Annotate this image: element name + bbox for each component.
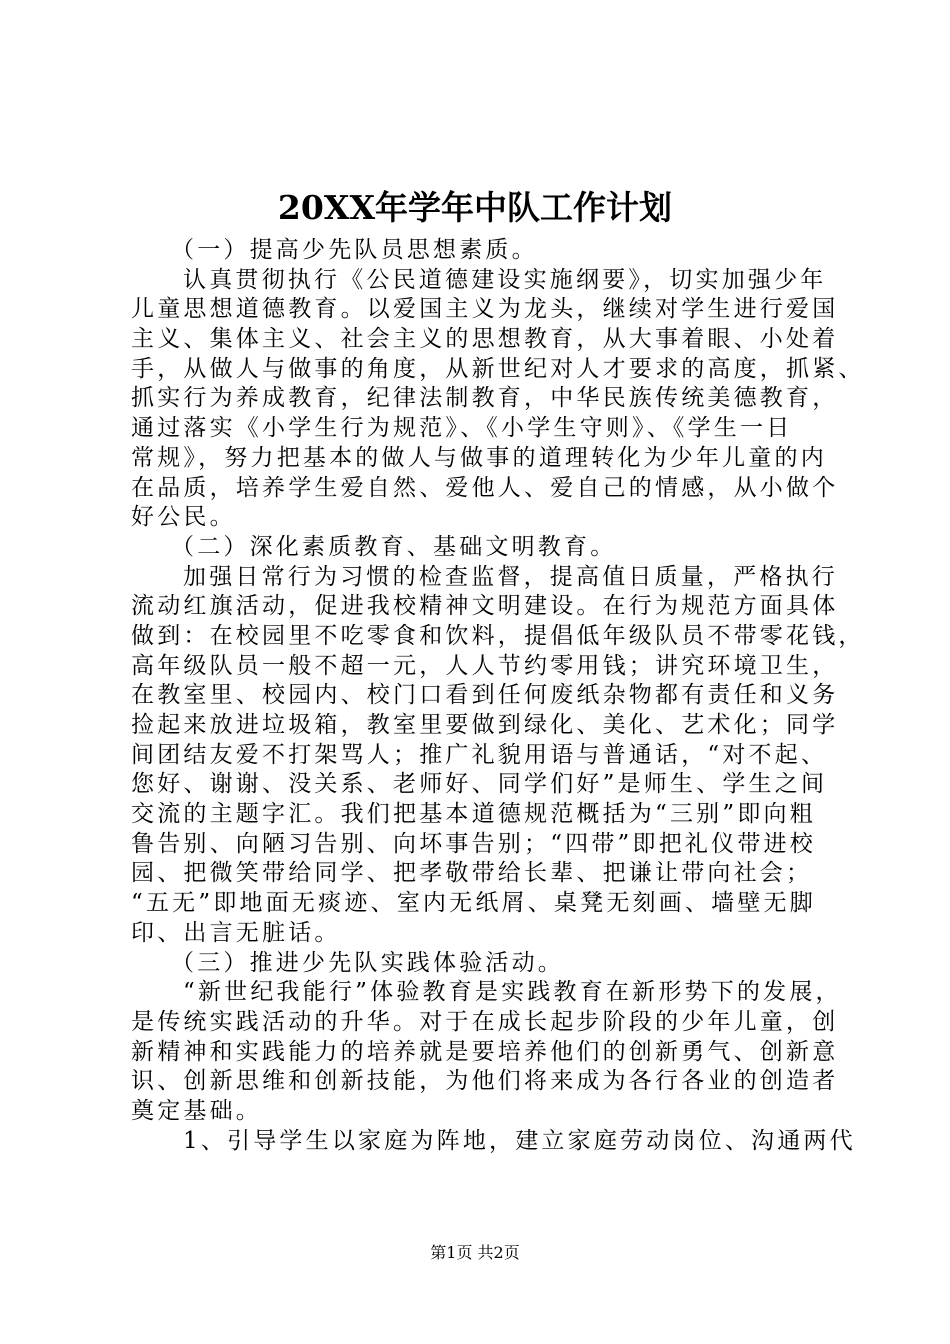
paragraph-line: 奠定基础。 xyxy=(131,1097,262,1124)
paragraph-line: 好公民。 xyxy=(131,504,236,531)
paragraph-line: 手，从做人与做事的角度，从新世纪对人才要求的高度，抓紧、 xyxy=(131,355,865,382)
paragraph-line: 在品质，培养学生爱自然、爱他人、爱自己的情感，从小做个 xyxy=(131,474,839,501)
paragraph-line: 通过落实《小学生行为规范》、《小学生守则》、《学生一日 xyxy=(131,415,793,442)
section-heading-3: （三）推进少先队实践体验活动。 xyxy=(171,949,564,976)
paragraph-line: 做到：在校园里不吃零食和饮料，提倡低年级队员不带零花钱， xyxy=(131,622,865,649)
paragraph-line: 抓实行为养成教育，纪律法制教育，中华民族传统美德教育， xyxy=(131,385,839,412)
document-title: 20XX年学年中队工作计划 xyxy=(277,188,673,227)
paragraph-line: 常规》，努力把基本的做人与做事的道理转化为少年儿童的内 xyxy=(131,444,827,471)
paragraph-line: 主义、集体主义、社会主义的思想教育，从大事着眼、小处着 xyxy=(131,326,839,353)
document-body xyxy=(131,236,865,1156)
paragraph-line: 印、出言无脏话。 xyxy=(131,919,341,946)
paragraph-line: 识、创新思维和创新技能，为他们将来成为各行各业的创造者 xyxy=(131,1068,839,1095)
paragraph-line: 加强日常行为习惯的检查监督，提高值日质量，严格执行 xyxy=(183,563,838,590)
paragraph-line: 园、把微笑带给同学、把孝敬带给长辈、把谦让带向社会； xyxy=(131,860,813,887)
paragraph-line: 高年级队员一般不超一元，人人节约零用钱；讲究环境卫生， xyxy=(131,652,839,679)
paragraph-line: “新世纪我能行”体验教育是实践教育在新形势下的发展， xyxy=(183,979,842,1006)
paragraph-line: 您好、谢谢、没关系、老师好、同学们好”是师生、学生之间 xyxy=(131,771,828,798)
page-footer: 第1页 共2页 xyxy=(430,1243,520,1262)
paragraph-line: 在教室里、校园内、校门口看到任何废纸杂物都有责任和义务 xyxy=(131,682,839,709)
paragraph-line: 交流的主题字汇。我们把基本道德规范概括为“三别”即向粗 xyxy=(131,801,816,828)
paragraph-line: 是传统实践活动的升华。对于在成长起步阶段的少年儿童，创 xyxy=(131,1008,839,1035)
paragraph-line: “五无”即地面无痰迹、室内无纸屑、桌凳无刻画、墙壁无脚 xyxy=(131,890,816,917)
paragraph-line: 间团结友爱不打架骂人；推广礼貌用语与普通话，“对不起、 xyxy=(131,741,828,768)
paragraph-line: 新精神和实践能力的培养就是要培养他们的创新勇气、创新意 xyxy=(131,1038,839,1065)
paragraph-line: 认真贯彻执行《公民道德建设实施纲要》，切实加强少年 xyxy=(183,266,827,293)
paragraph-line: 鲁告别、向陋习告别、向坏事告别；“四带”即把礼仪带进校 xyxy=(131,830,816,857)
section-heading-2: （二）深化素质教育、基础文明教育。 xyxy=(171,533,617,560)
section-heading-1: （一）提高少先队员思想素质。 xyxy=(171,237,538,263)
paragraph-line: 流动红旗活动，促进我校精神文明建设。在行为规范方面具体 xyxy=(131,593,839,620)
paragraph-line: 捡起来放进垃圾箱，教室里要做到绿化、美化、艺术化；同学 xyxy=(131,712,839,738)
list-item-line: 1、引导学生以家庭为阵地，建立家庭劳动岗位、沟通两代 xyxy=(183,1127,856,1154)
paragraph-line: 儿童思想道德教育。以爱国主义为龙头，继续对学生进行爱国 xyxy=(131,296,839,323)
